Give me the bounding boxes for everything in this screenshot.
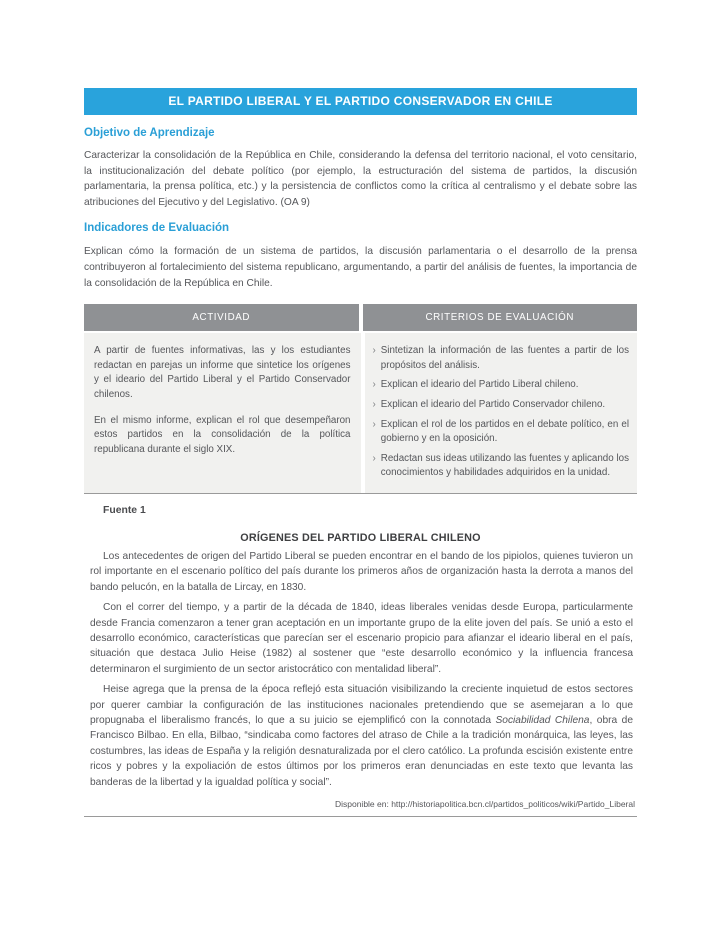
bullet-chevron-icon: › bbox=[372, 452, 376, 464]
document-title-banner bbox=[84, 88, 637, 115]
indicadores-heading: Indicadores de Evaluación bbox=[84, 222, 230, 235]
actividad-paragraph: A partir de fuentes informativas, las y los estudiantes redactan en parejas un informe que sintetice los orígenes y el ideario del Partido Liberal y el Partido Conservador chilenos. bbox=[94, 345, 351, 400]
bullet-chevron-icon: › bbox=[372, 379, 376, 391]
criterio-item bbox=[373, 344, 630, 373]
criterio-text: Redactan sus ideas utilizando las fuentes y aplicando los conocimientos y habilidades adquiridos en la unidad. bbox=[380, 452, 629, 479]
document-content bbox=[84, 88, 637, 817]
criterios-cell bbox=[365, 333, 638, 493]
criterio-item bbox=[373, 452, 630, 481]
fuente-title: ORÍGENES DEL PARTIDO LIBERAL CHILENO bbox=[240, 531, 481, 544]
criterio-text: Explican el ideario del Partido Liberal chileno. bbox=[380, 379, 579, 391]
fuente-label: Fuente 1 bbox=[103, 504, 146, 516]
objetivo-body: Caracterizar la consolidación de la República en Chile, considerando la defensa del territorio nacional, el voto censitario, la institucionalización del debate político (por ejemplo, la estructuración del sistema de partidos, la discusión parlamentaria, la prensa política, etc.) y la persistencia de conflictos como la crítica al centralismo y el debate sobre las atribuciones del Ejecutivo y del Legislativo. (OA 9) bbox=[84, 150, 637, 208]
fuente-paragraph-1: Los antecedentes de origen del Partido Liberal se pueden encontrar en el bando de los pipiolos, quienes tuvieron un rol importante en el escenario político del país durante los primeros años de organización hasta la derrota a manos del bando pelucón, en la batalla de Lircay, en 1830. bbox=[90, 550, 633, 593]
fuente-paragraph-3-book-title: Sociabilidad Chilena bbox=[495, 714, 590, 726]
table-header-row bbox=[84, 304, 637, 331]
column-header-actividad: ACTIVIDAD bbox=[84, 304, 359, 331]
actividad-paragraph: En el mismo informe, explican el rol que desempeñaron estos partidos en la consolidación de la política republicana durante el siglo XIX. bbox=[94, 414, 351, 455]
objetivo-heading: Objetivo de Aprendizaje bbox=[84, 127, 215, 139]
criterio-item bbox=[373, 418, 630, 447]
column-header-criterios: CRITERIOS DE EVALUACIÓN bbox=[363, 304, 638, 331]
criterio-item bbox=[373, 398, 630, 413]
table-body-row bbox=[84, 333, 637, 494]
bullet-chevron-icon: › bbox=[372, 398, 376, 410]
criterio-text: Explican el rol de los partidos en el debate político, en el gobierno y en la oposición. bbox=[380, 418, 629, 445]
indicadores-body: Explican cómo la formación de un sistema de partidos, la discusión parlamentaria o el desarrollo de la prensa contribuyeron al fortalecimiento del sistema republicano, argumentando, a partir del análisis de fuentes, la importancia de la consolidación de la República en Chile. bbox=[84, 246, 637, 289]
document-title: EL PARTIDO LIBERAL Y EL PARTIDO CONSERVADOR EN CHILE bbox=[168, 94, 553, 108]
activity-table bbox=[84, 304, 637, 494]
criterio-text: Sintetizan la información de las fuentes a partir de los propósitos del análisis. bbox=[380, 345, 629, 371]
fuente-paragraph-2: Con el correr del tiempo, y a partir de la década de 1840, ideas liberales venidas desde Europa, particularmente desde Francia comenzaron a tener gran aceptación en un importante grupo de la elite joven del país. Se unió a esto el desarrollo económico, características que parecían ser el escenario propicio para afianzar el ideario liberal en el país, situación que destaca Julio Heise (1982) al sostener que “este desarrollo económico y la influencia francesa determinaron el surgimiento de un sector aristocrático con mentalidad liberal”. bbox=[90, 602, 633, 675]
criterio-item bbox=[373, 378, 630, 393]
source-attribution: Disponible en: http://historiapolitica.bcn.cl/partidos_politicos/wiki/Partido_Liberal bbox=[334, 799, 635, 809]
actividad-cell bbox=[84, 333, 361, 493]
fuente-paragraph-3-text: Heise agrega que la prensa de la época reflejó esta situación visibilizando la creciente inquietud de estos sectores por querer cambiar la configuración de las instituciones nacionales pretendiendo que se asemejaran a lo que propugnaba el liberalismo francés, lo que a su juicio se ejemplificó con la connotada bbox=[90, 684, 633, 726]
bottom-divider bbox=[84, 816, 637, 817]
bullet-chevron-icon: › bbox=[372, 418, 376, 430]
fuente-paragraph-3 bbox=[84, 682, 637, 790]
fuente-paragraph-3-text: , obra de Francisco Bilbao. En ella, Bilbao, “sindicaba como factores del atraso de Chile a la tradición monárquica, las leyes, las costumbres, las ideas de España y la religión desnaturalizada por el clero católico. La profunda escisión existente entre ricos y pobres y la expoliación de estos últimos por los primeros eran denunciadas en este texto que levanta las banderas de la libertad y la igualdad política y social”. bbox=[90, 714, 633, 788]
criterio-text: Explican el ideario del Partido Conservador chileno. bbox=[380, 398, 606, 410]
bullet-chevron-icon: › bbox=[372, 345, 376, 357]
